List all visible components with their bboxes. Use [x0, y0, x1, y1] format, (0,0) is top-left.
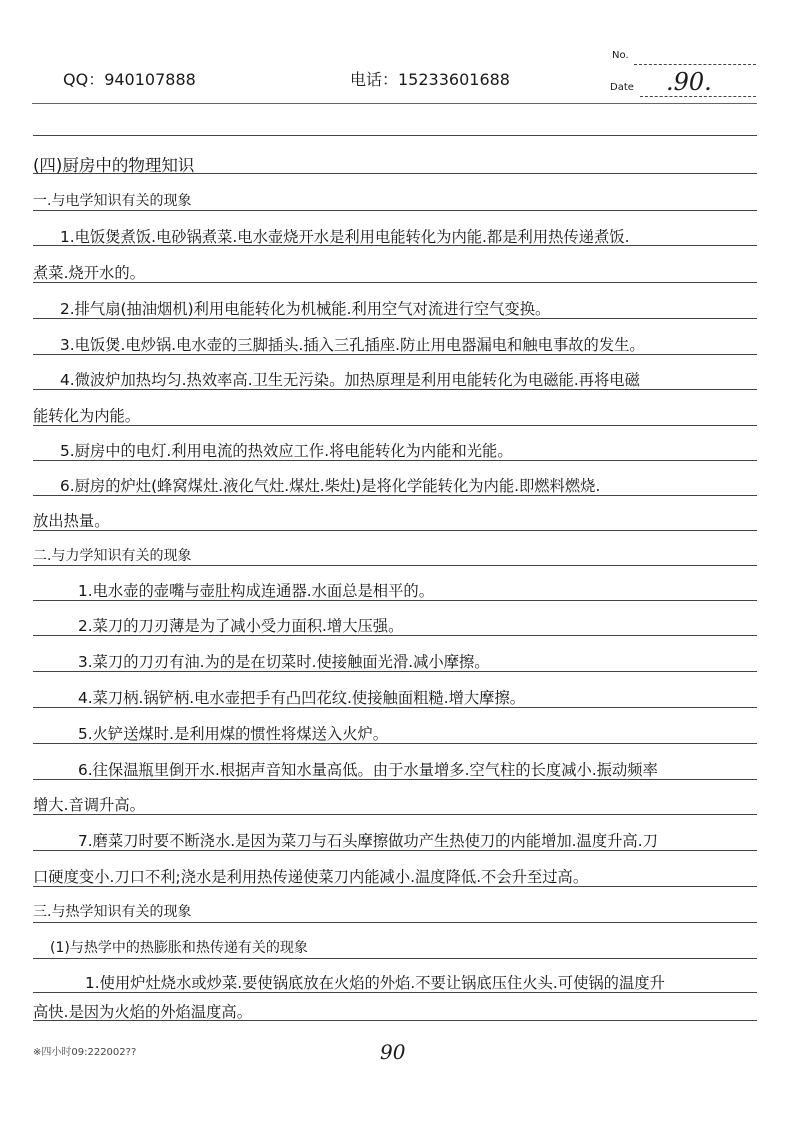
- text-line: 高快.是因为火焰的外焰温度高。: [33, 1003, 253, 1021]
- text-line: 2.菜刀的刀刃薄是为了减小受力面积.增大压强。: [78, 617, 404, 635]
- no-label: No.: [612, 50, 629, 61]
- rule-line: [33, 135, 757, 136]
- text-line: 2.排气扇(抽油烟机)利用电能转化为机械能.利用空气对流进行空气变换。: [60, 300, 551, 318]
- rule-line: [33, 565, 757, 566]
- text-line: 7.磨菜刀时要不断浇水.是因为菜刀与石头摩擦做功产生热使刀的内能增加.温度升高.刀: [78, 832, 658, 850]
- rule-line: [33, 958, 757, 959]
- section-heading: 三.与热学知识有关的现象: [33, 904, 192, 920]
- rule-line: [33, 530, 757, 531]
- text-line: 4.微波炉加热均匀.热效率高.卫生无污染。加热原理是利用电能转化为电磁能.再将电磁: [60, 371, 640, 389]
- text-line: 5.厨房中的电灯.利用电流的热效应工作.将电能转化为内能和光能。: [60, 442, 513, 460]
- text-line: 1.电水壶的壶嘴与壶肚构成连通器.水面总是相平的。: [78, 582, 434, 600]
- text-line: 6.厨房的炉灶(蜂窝煤灶.液化气灶.煤灶.柴灶)是将化学能转化为内能.即燃料燃烧.: [60, 477, 601, 495]
- text-line: 口硬度变小.刀口不利;浇水是利用热传递使菜刀内能减小.温度降低.不会升至过高。: [33, 868, 589, 886]
- section-heading: 二.与力学知识有关的现象: [33, 548, 192, 564]
- rule-line: [33, 922, 757, 923]
- text-line: 1.电饭煲煮饭.电砂锅煮菜.电水壶烧开水是利用电能转化为内能.都是利用热传递煮饭.: [60, 228, 630, 246]
- phone-contact: 电话：15233601688: [350, 70, 510, 89]
- date-label: Date: [610, 82, 634, 93]
- page-title: (四)厨房中的物理知识: [33, 156, 195, 175]
- subsection-heading: (1)与热学中的热膨胀和热传递有关的现象: [50, 940, 308, 956]
- text-line: 放出热量。: [33, 512, 110, 530]
- footer-stamp: ※四小时09:222002??: [33, 1047, 137, 1058]
- text-line: 煮菜.烧开水的。: [33, 264, 145, 282]
- text-line: 增大.音调升高。: [33, 796, 145, 814]
- text-line: 能转化为内能。: [33, 407, 141, 425]
- text-line: 5.火铲送煤时.是利用煤的惯性将煤送入火炉。: [78, 725, 389, 743]
- text-line: 1.使用炉灶烧水或炒菜.要使锅底放在火焰的外焰.不要让锅底压住火头.可使锅的温度升: [85, 974, 665, 992]
- text-line: 3.电饭煲.电炒锅.电水壶的三脚插头.插入三孔插座.防止用电器漏电和触电事故的发生。: [60, 336, 645, 354]
- text-line: 4.菜刀柄.锅铲柄.电水壶把手有凸凹花纹.使接触面粗糙.增大摩擦。: [78, 689, 526, 707]
- date-value: .90.: [666, 68, 712, 96]
- text-line: 3.菜刀的刀刃有油.为的是在切菜时.使接触面光滑.减小摩擦。: [78, 653, 490, 671]
- rule-line: [33, 210, 757, 211]
- section-heading: 一.与电学知识有关的现象: [33, 193, 192, 209]
- rule-line: [33, 425, 757, 426]
- text-line: 6.往保温瓶里倒开水.根据声音知水量高低。由于水量增多.空气柱的长度减小.振动频率: [78, 761, 658, 779]
- qq-contact: QQ：940107888: [63, 70, 196, 89]
- page-number: 90: [380, 1040, 406, 1064]
